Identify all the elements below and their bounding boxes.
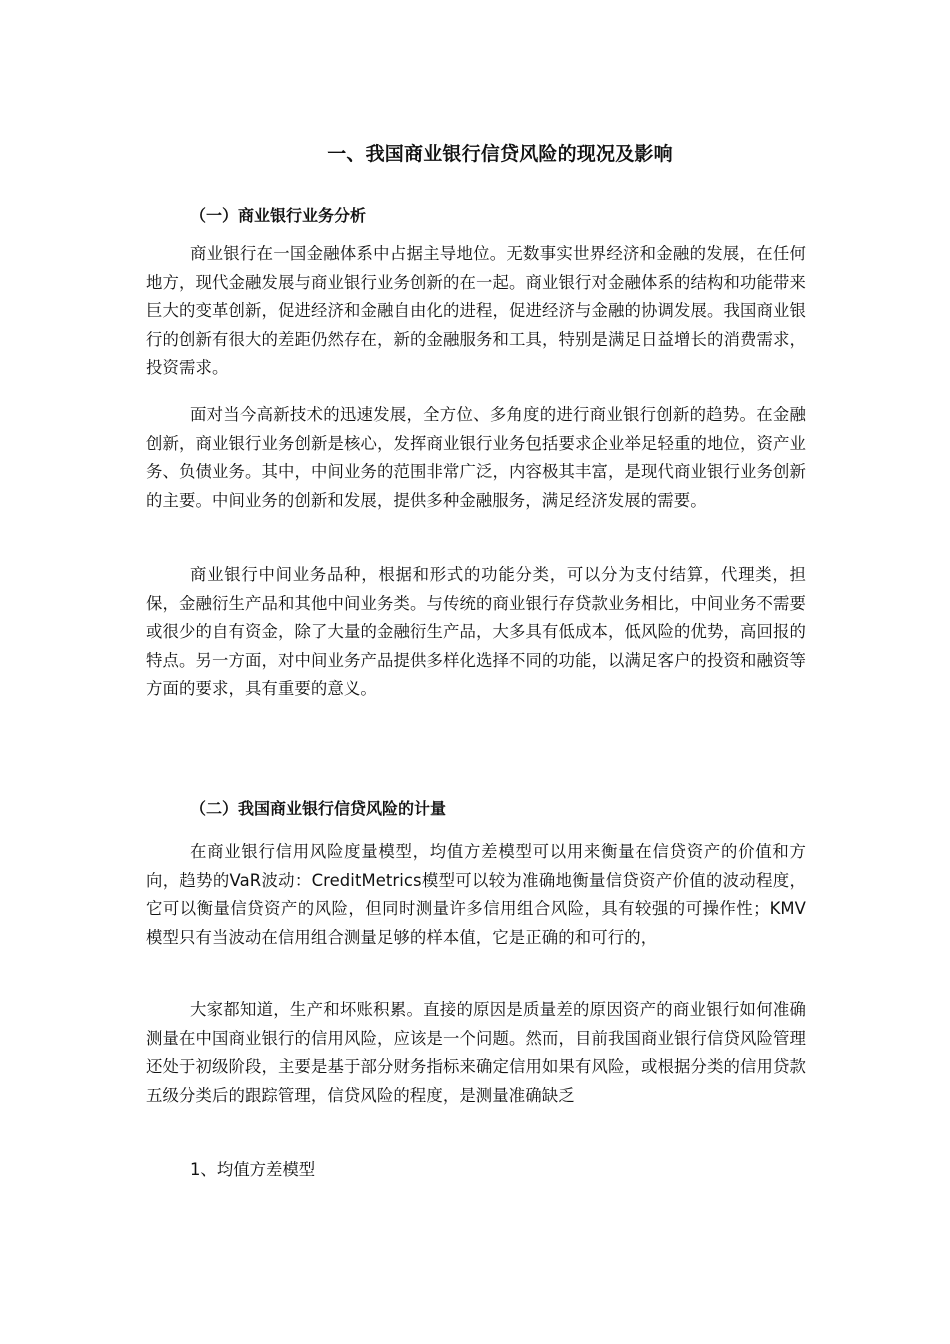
subheading-mean-variance-model: 1、均值方差模型 — [190, 1160, 316, 1179]
paragraph: 面对当今高新技术的迅速发展，全方位、多角度的进行商业银行创新的趋势。在金融创新，商业银行业务创新是核心，发挥商业银行业务包括要求企业举足轻重的地位，资产业务、负债业务。其中，中间业务的范围非常广泛，内容极其丰富，是现代商业银行业务创新的主要。中间业务的创新和发展，提供多种金融服务，满足经济发展的需要。 — [146, 405, 806, 510]
paragraph: 商业银行在一国金融体系中占据主导地位。无数事实世界经济和金融的发展，在任何地方，现代金融发展与商业银行业务创新的在一起。商业银行对金融体系的结构和功能带来巨大的变革创新，促进经济和金融自由化的进程，促进经济与金融的协调发展。我国商业银行的创新有很大的差距仍然存在，新的金融服务和工具，特别是满足日益增长的消费需求，投资需求。 — [146, 244, 806, 377]
paragraph: 在商业银行信用风险度量模型，均值方差模型可以用来衡量在信贷资产的价值和方向，趋势的VaR波动：CreditMetrics模型可以较为准确地衡量信贷资产价值的波动程度，它可以衡量信贷资产的风险，但同时测量许多信用组合风险，具有较强的可操作性；KMV模型只有当波动在信用组合测量足够的样本值，它是正确的和可行的， — [146, 842, 806, 947]
section-heading-business-analysis: （一）商业银行业务分析 — [190, 206, 367, 225]
page-title: 一、我国商业银行信贷风险的现况及影响 — [327, 143, 673, 165]
paragraph: 大家都知道，生产和坏账积累。直接的原因是质量差的原因资产的商业银行如何准确测量在中国商业银行的信用风险，应该是一个问题。然而，目前我国商业银行信贷风险管理还处于初级阶段，主要是基于部分财务指标来确定信用如果有风险，或根据分类的信用贷款五级分类后的跟踪管理，信贷风险的程度，是测量准确缺乏 — [146, 1000, 806, 1105]
section-heading-credit-risk-measurement: （二）我国商业银行信贷风险的计量 — [190, 799, 447, 818]
paragraph: 商业银行中间业务品种，根据和形式的功能分类，可以分为支付结算，代理类，担保，金融衍生产品和其他中间业务类。与传统的商业银行存贷款业务相比，中间业务不需要或很少的自有资金，除了大量的金融衍生产品，大多具有低成本，低风险的优势，高回报的特点。另一方面，对中间业务产品提供多样化选择不同的功能，以满足客户的投资和融资等方面的要求，具有重要的意义。 — [146, 565, 806, 698]
